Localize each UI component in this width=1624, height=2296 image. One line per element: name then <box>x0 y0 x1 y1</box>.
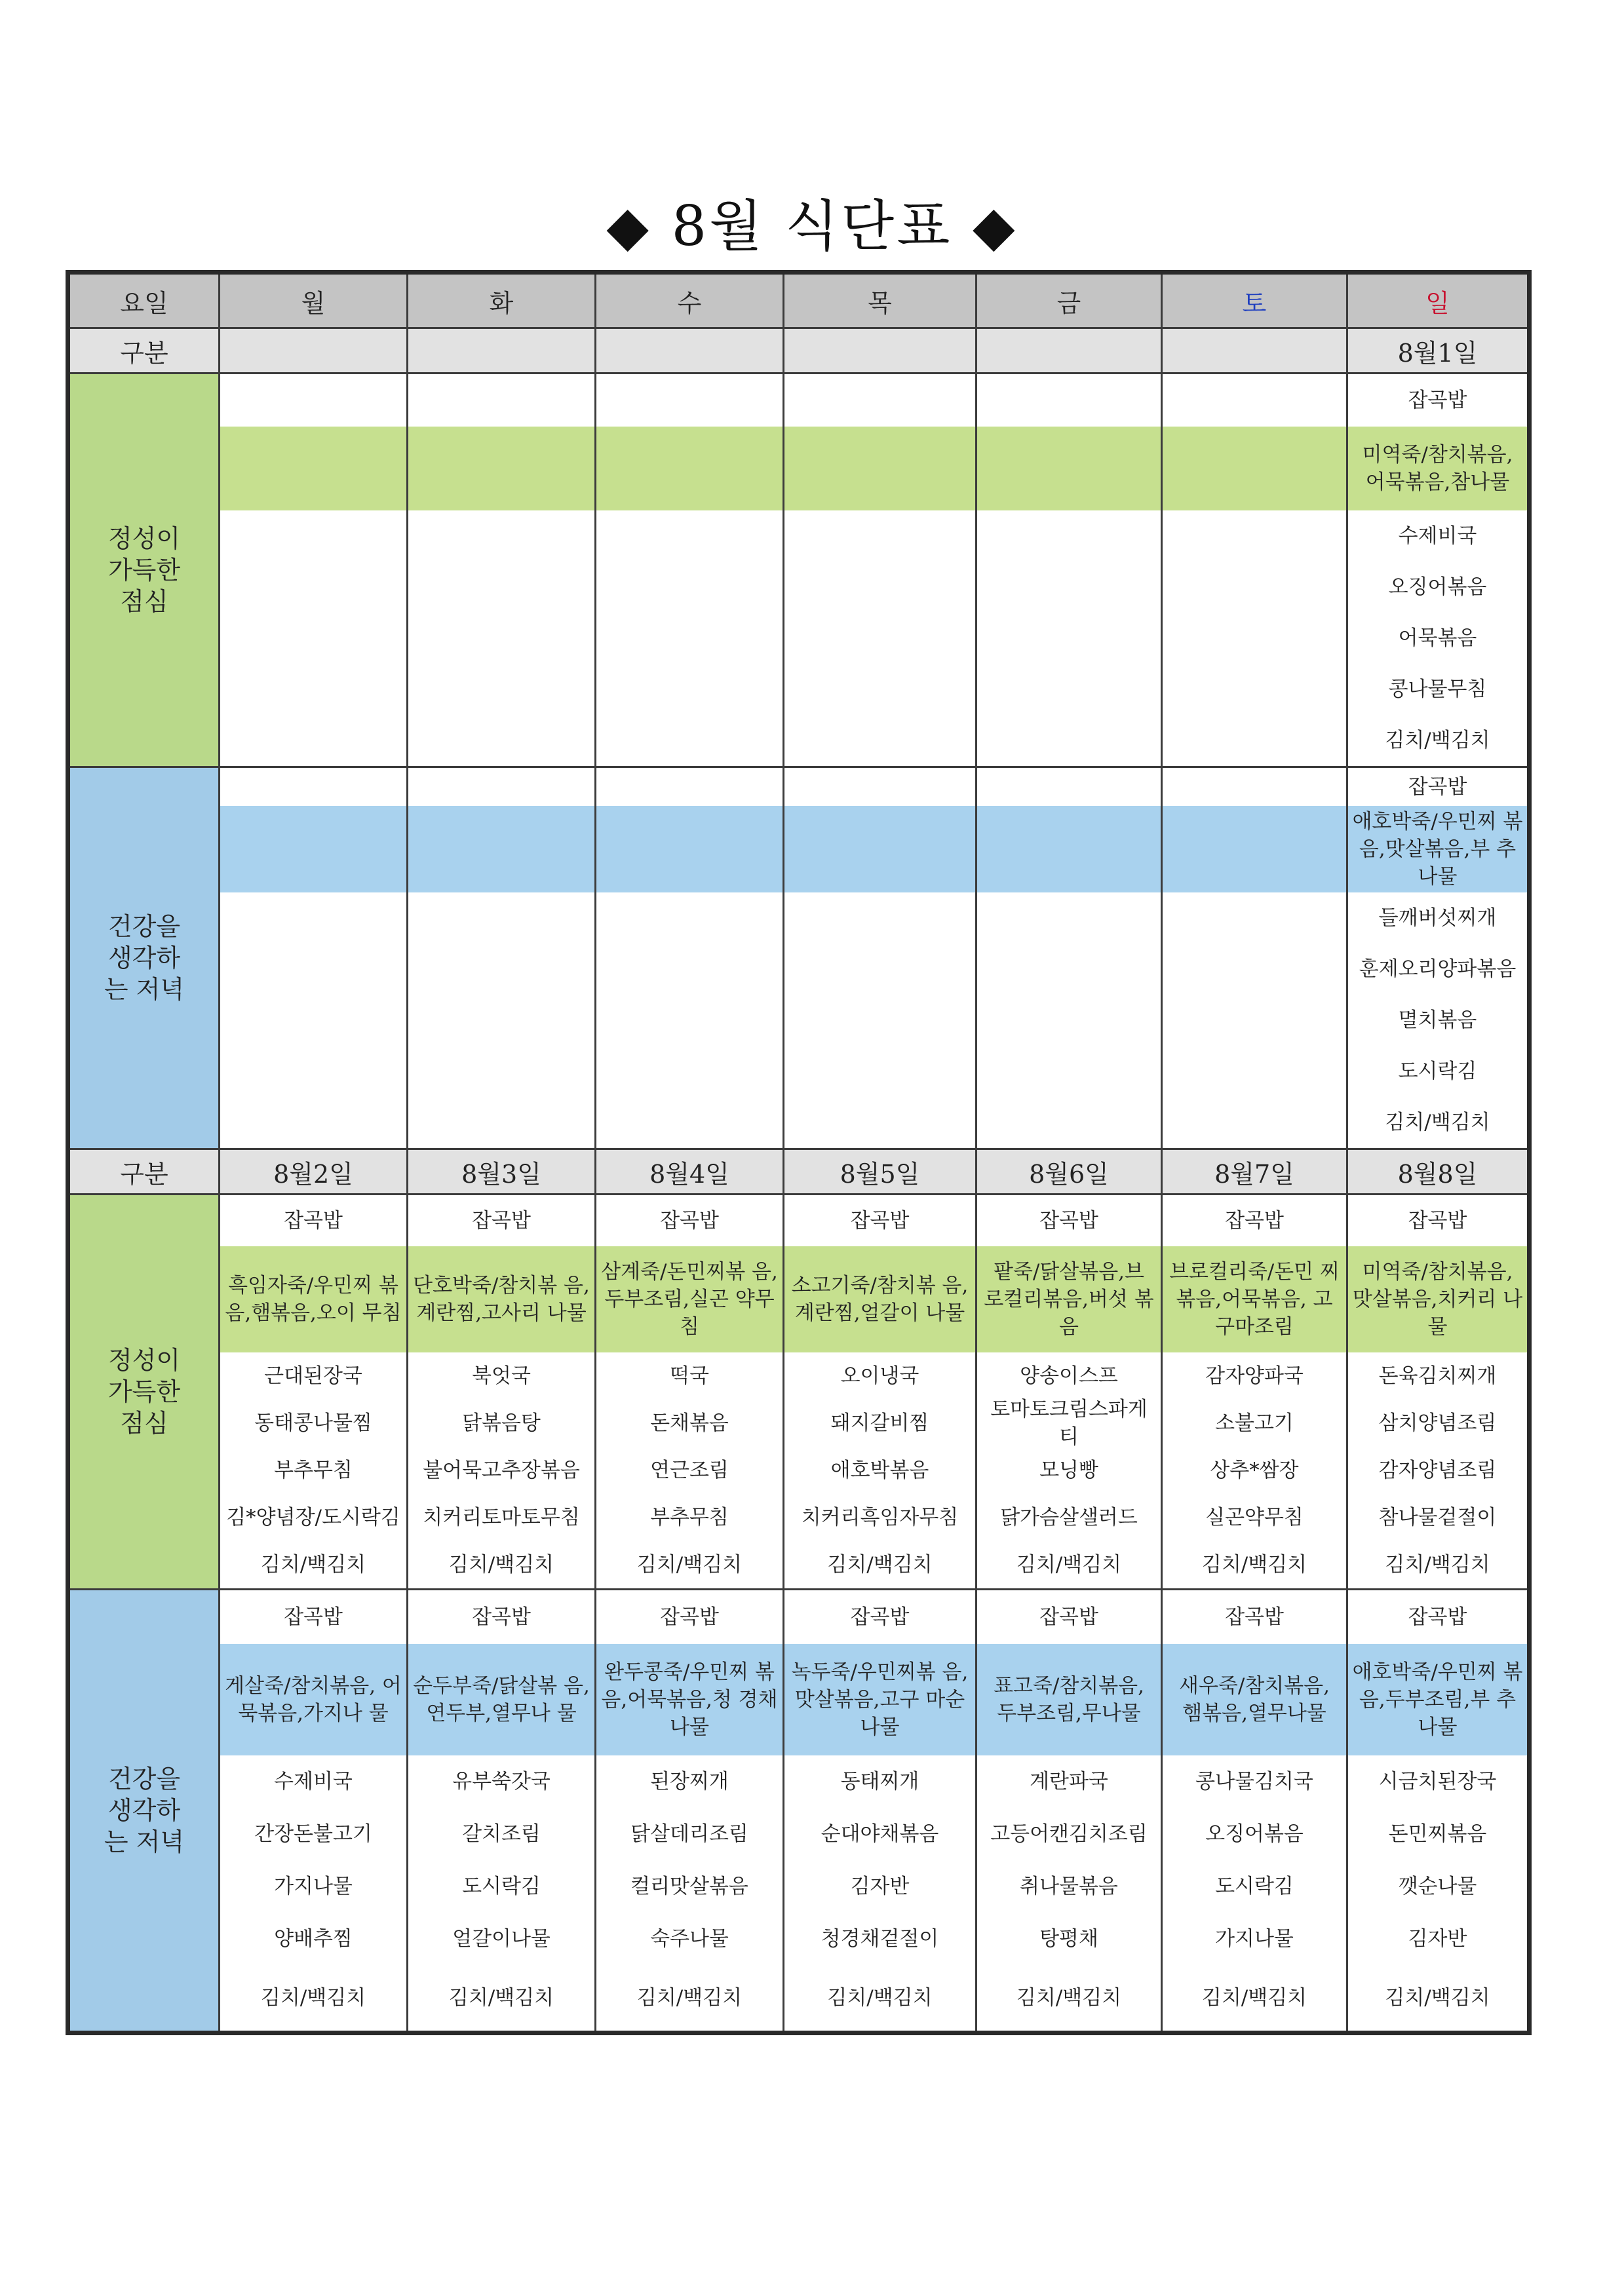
menu-item: 도시락김 <box>1398 1060 1477 1083</box>
menu-item <box>784 664 975 715</box>
menu-item: 가지나물 <box>274 1875 353 1898</box>
porridge-item: 표고죽/참치볶음, 두부조림,무나물 <box>977 1644 1161 1755</box>
menu-item: 토마토크림스파게티 <box>990 1398 1148 1449</box>
menu-item: 잡곡밥 <box>1039 1209 1098 1233</box>
menu-day-cell <box>1347 1590 1530 2033</box>
menu-item: 닭가슴살샐러드 <box>1000 1506 1138 1529</box>
menu-item: 불어묵고추장볶음 <box>423 1459 580 1482</box>
menu-day-cell <box>784 1195 976 1590</box>
menu-item: 콩나물김치국 <box>1195 1770 1313 1793</box>
menu-item: 떡국 <box>670 1364 709 1388</box>
menu-item <box>1163 995 1346 1046</box>
menu-day-cell <box>784 767 976 1149</box>
menu-day-cell <box>1162 767 1347 1149</box>
menu-item: 감자양념조림 <box>1378 1459 1497 1482</box>
menu-list <box>1348 1590 1527 2031</box>
menu-item <box>784 510 975 562</box>
dinner-label: 건강을 생각하는 저녁 <box>68 1590 220 2033</box>
weekday-0: 월 <box>220 273 408 328</box>
menu-item: 김치/백김치 <box>260 1986 366 2010</box>
menu-item: 잡곡밥 <box>284 1209 343 1233</box>
menu-item <box>977 510 1161 562</box>
porridge-item <box>1163 427 1346 510</box>
menu-item: 북엇국 <box>472 1364 531 1388</box>
porridge-item: 미역죽/참치볶음, 맛살볶음,치커리 나물 <box>1348 1246 1527 1352</box>
menu-item: 김*양념장/도시락김 <box>226 1506 400 1529</box>
menu-item: 김치/백김치 <box>448 1553 554 1577</box>
menu-item <box>220 613 406 664</box>
menu-list <box>977 1590 1161 2031</box>
menu-item <box>1163 613 1346 664</box>
menu-item: 숙주나물 <box>650 1927 729 1951</box>
menu-item <box>1163 1046 1346 1097</box>
menu-item: 돼지갈비찜 <box>830 1411 929 1435</box>
menu-item <box>408 613 594 664</box>
menu-day-cell <box>1162 1195 1347 1590</box>
menu-list <box>977 374 1161 766</box>
menu-item: 동태콩나물찜 <box>254 1411 372 1435</box>
menu-list <box>408 1590 594 2031</box>
menu-item <box>408 510 594 562</box>
menu-item <box>784 995 975 1046</box>
menu-item: 돈민찌볶음 <box>1388 1822 1487 1846</box>
menu-day-cell <box>784 373 976 767</box>
menu-item: 고등어캔김치조림 <box>990 1822 1148 1846</box>
porridge-item <box>1163 806 1346 892</box>
menu-list <box>1348 1195 1527 1588</box>
porridge-item <box>596 806 783 892</box>
menu-day-cell <box>976 1590 1162 2033</box>
week2-date-row <box>68 1149 1530 1195</box>
menu-day-cell <box>220 373 408 767</box>
menu-item: 김치/백김치 <box>1385 1986 1490 2010</box>
category-label: 구분 <box>68 1149 220 1195</box>
menu-item: 수제비국 <box>274 1770 353 1793</box>
menu-item <box>784 562 975 613</box>
menu-item: 부추무침 <box>274 1459 353 1482</box>
menu-item: 김치/백김치 <box>1385 729 1490 752</box>
menu-item: 돈채볶음 <box>650 1411 729 1435</box>
menu-item <box>977 995 1161 1046</box>
menu-item <box>784 1046 975 1097</box>
porridge-item: 미역죽/참치볶음, 어묵볶음,참나물 <box>1348 427 1527 510</box>
date-cell: 8월8일 <box>1347 1149 1530 1195</box>
menu-item <box>977 1046 1161 1097</box>
menu-item <box>408 768 594 806</box>
menu-list <box>220 1590 406 2031</box>
menu-item: 어묵볶음 <box>1398 626 1477 650</box>
menu-item: 된장찌개 <box>650 1770 729 1793</box>
menu-item: 잡곡밥 <box>850 1209 910 1233</box>
porridge-item: 단호박죽/참치볶 음,계란찜,고사리 나물 <box>408 1246 594 1352</box>
menu-list <box>408 374 594 766</box>
menu-item: 닭볶음탕 <box>462 1411 541 1435</box>
menu-item: 김치/백김치 <box>1385 1111 1490 1134</box>
menu-day-cell <box>976 767 1162 1149</box>
menu-item <box>1163 374 1346 427</box>
porridge-item: 게살죽/참치볶음, 어묵볶음,가지나 물 <box>220 1644 406 1755</box>
weekday-label: 요일 <box>68 273 220 328</box>
porridge-item: 완두콩죽/우민찌 볶음,어묵볶음,청 경채나물 <box>596 1644 783 1755</box>
menu-item: 근대된장국 <box>264 1364 362 1388</box>
menu-item <box>596 613 783 664</box>
menu-day-cell <box>1162 373 1347 767</box>
menu-item <box>220 374 406 427</box>
porridge-item <box>596 427 783 510</box>
menu-item: 들깨버섯찌개 <box>1378 906 1497 930</box>
menu-item <box>220 1097 406 1148</box>
menu-item: 잡곡밥 <box>660 1209 719 1233</box>
menu-item: 훈제오리양파볶음 <box>1359 957 1517 981</box>
lunch-label: 정성이 가득한 점심 <box>68 373 220 767</box>
menu-item <box>977 664 1161 715</box>
menu-day-cell <box>220 767 408 1149</box>
menu-item: 잡곡밥 <box>1408 389 1467 412</box>
category-label: 구분 <box>68 328 220 373</box>
menu-day-cell <box>1347 373 1530 767</box>
menu-item <box>596 995 783 1046</box>
menu-day-cell <box>220 1590 408 2033</box>
menu-item <box>408 1046 594 1097</box>
menu-item <box>408 892 594 944</box>
porridge-item: 녹두죽/우민찌볶 음,맛살볶음,고구 마순나물 <box>784 1644 975 1755</box>
menu-item <box>596 374 783 427</box>
menu-item: 도시락김 <box>1215 1875 1294 1898</box>
menu-list <box>596 768 783 1148</box>
menu-item <box>977 1097 1161 1148</box>
menu-item: 애호박볶음 <box>830 1459 929 1482</box>
porridge-item: 삼계죽/돈민찌볶 음,두부조림,실곤 약무침 <box>596 1246 783 1352</box>
menu-item <box>977 715 1161 766</box>
date-cell <box>784 328 976 373</box>
menu-list <box>1163 374 1346 766</box>
menu-day-cell <box>408 373 596 767</box>
date-cell: 8월3일 <box>408 1149 596 1195</box>
menu-item: 동태찌개 <box>840 1770 919 1793</box>
menu-item: 감자양파국 <box>1205 1364 1304 1388</box>
menu-item <box>220 768 406 806</box>
menu-item: 탕평채 <box>1039 1927 1098 1951</box>
menu-item <box>596 664 783 715</box>
menu-item: 치커리흑임자무침 <box>801 1506 959 1529</box>
menu-item: 김치/백김치 <box>260 1553 366 1577</box>
menu-item: 김치/백김치 <box>636 1553 743 1577</box>
menu-list <box>977 768 1161 1148</box>
week1-date-row <box>68 328 1530 373</box>
day-header-row <box>68 273 1530 328</box>
porridge-item: 팥죽/닭살볶음,브 로컬리볶음,버섯 볶음 <box>977 1246 1161 1352</box>
menu-item: 수제비국 <box>1398 524 1477 548</box>
menu-list <box>1163 1590 1346 2031</box>
porridge-item: 흑임자죽/우민찌 볶음,햄볶음,오이 무침 <box>220 1246 406 1352</box>
porridge-item: 소고기죽/참치볶 음,계란찜,얼갈이 나물 <box>784 1246 975 1352</box>
menu-item: 갈치조림 <box>462 1822 541 1846</box>
menu-item: 상추*쌈장 <box>1210 1459 1299 1482</box>
week2-dinner-row <box>68 1590 1530 2033</box>
menu-item <box>1163 510 1346 562</box>
menu-item: 멸치볶음 <box>1398 1008 1477 1032</box>
weekday-2: 수 <box>596 273 784 328</box>
date-cell <box>596 328 784 373</box>
porridge-item: 애호박죽/우민찌 볶음,맛살볶음,부 추나물 <box>1348 806 1527 892</box>
menu-item: 소불고기 <box>1215 1411 1294 1435</box>
menu-list <box>408 768 594 1148</box>
week1-lunch-row <box>68 373 1530 767</box>
menu-item <box>784 768 975 806</box>
menu-item: 잡곡밥 <box>284 1605 343 1629</box>
menu-day-cell <box>596 1590 784 2033</box>
porridge-item <box>408 427 594 510</box>
weekday-5: 토 <box>1162 273 1347 328</box>
menu-item: 잡곡밥 <box>1225 1605 1284 1629</box>
menu-list <box>408 1195 594 1588</box>
menu-list <box>784 768 975 1148</box>
menu-item: 얼갈이나물 <box>452 1927 551 1951</box>
menu-list <box>784 1195 975 1588</box>
menu-item <box>1163 664 1346 715</box>
menu-item: 시금치된장국 <box>1378 1770 1497 1793</box>
menu-item <box>596 892 783 944</box>
menu-item <box>784 892 975 944</box>
porridge-item <box>220 806 406 892</box>
menu-item: 깻순나물 <box>1398 1875 1477 1898</box>
date-cell <box>1162 328 1347 373</box>
porridge-item <box>977 806 1161 892</box>
menu-item: 김치/백김치 <box>827 1986 933 2010</box>
menu-item <box>408 1097 594 1148</box>
page-title: ◆ 8월 식단표 ◆ <box>606 194 1018 258</box>
menu-item: 양송이스프 <box>1020 1364 1118 1388</box>
menu-list <box>1163 768 1346 1148</box>
menu-day-cell <box>596 1195 784 1590</box>
week2-lunch-row <box>68 1195 1530 1590</box>
menu-list <box>220 374 406 766</box>
menu-item: 콩나물무침 <box>1388 678 1487 701</box>
date-cell <box>408 328 596 373</box>
menu-day-cell <box>1347 1195 1530 1590</box>
menu-item: 간장돈불고기 <box>254 1822 372 1846</box>
menu-list <box>1348 374 1527 766</box>
menu-item: 김치/백김치 <box>1016 1986 1122 2010</box>
menu-item <box>596 562 783 613</box>
lunch-label: 정성이 가득한 점심 <box>68 1195 220 1590</box>
menu-item: 오이냉국 <box>840 1364 919 1388</box>
menu-item: 삼치양념조림 <box>1378 1411 1497 1435</box>
menu-item: 부추무침 <box>650 1506 729 1529</box>
menu-item <box>1163 715 1346 766</box>
dinner-label: 건강을 생각하는 저녁 <box>68 767 220 1149</box>
menu-item <box>408 715 594 766</box>
menu-item <box>1163 892 1346 944</box>
menu-list <box>1163 1195 1346 1588</box>
date-cell <box>976 328 1162 373</box>
menu-item <box>596 768 783 806</box>
menu-item: 오징어볶음 <box>1388 575 1487 599</box>
porridge-item: 애호박죽/우민찌 볶음,두부조림,부 추나물 <box>1348 1644 1527 1755</box>
menu-day-cell <box>1162 1590 1347 2033</box>
menu-item: 양배추찜 <box>274 1927 353 1951</box>
menu-item <box>220 1046 406 1097</box>
menu-item: 김치/백김치 <box>827 1553 933 1577</box>
menu-item: 잡곡밥 <box>660 1605 719 1629</box>
menu-item <box>596 1046 783 1097</box>
menu-item: 잡곡밥 <box>1408 775 1467 799</box>
porridge-item <box>977 427 1161 510</box>
menu-item <box>220 664 406 715</box>
menu-item <box>977 374 1161 427</box>
menu-item: 김치/백김치 <box>1201 1553 1307 1577</box>
menu-item: 청경채겉절이 <box>821 1927 939 1951</box>
porridge-item: 브로컬리죽/돈민 찌볶음,어묵볶음, 고구마조림 <box>1163 1246 1346 1352</box>
menu-item <box>220 892 406 944</box>
menu-list <box>1348 768 1527 1148</box>
menu-item: 김치/백김치 <box>1201 1986 1307 2010</box>
menu-item <box>596 944 783 995</box>
porridge-item <box>220 427 406 510</box>
menu-item <box>977 944 1161 995</box>
menu-item <box>408 664 594 715</box>
menu-item: 도시락김 <box>462 1875 541 1898</box>
menu-item: 실곤약무침 <box>1205 1506 1304 1529</box>
menu-item <box>977 892 1161 944</box>
weekday-1: 화 <box>408 273 596 328</box>
menu-day-cell <box>596 767 784 1149</box>
menu-item: 계란파국 <box>1030 1770 1108 1793</box>
menu-list <box>596 1195 783 1588</box>
menu-item: 잡곡밥 <box>1225 1209 1284 1233</box>
date-cell: 8월1일 <box>1347 328 1530 373</box>
menu-item <box>977 613 1161 664</box>
menu-item: 연근조림 <box>650 1459 729 1482</box>
porridge-item: 새우죽/참치볶음, 햄볶음,열무나물 <box>1163 1644 1346 1755</box>
menu-item: 잡곡밥 <box>1408 1209 1467 1233</box>
menu-item <box>220 510 406 562</box>
menu-item <box>408 944 594 995</box>
menu-item: 잡곡밥 <box>472 1209 531 1233</box>
porridge-item <box>784 427 975 510</box>
menu-item: 닭살데리조림 <box>630 1822 748 1846</box>
menu-item <box>220 944 406 995</box>
menu-item <box>408 374 594 427</box>
menu-item: 모닝빵 <box>1039 1459 1098 1482</box>
menu-item <box>596 510 783 562</box>
date-cell: 8월7일 <box>1162 1149 1347 1195</box>
date-cell: 8월2일 <box>220 1149 408 1195</box>
porridge-item: 순두부죽/닭살볶 음,연두부,열무나 물 <box>408 1644 594 1755</box>
menu-list <box>784 1590 975 2031</box>
menu-item <box>977 562 1161 613</box>
menu-item: 취나물볶음 <box>1020 1875 1118 1898</box>
menu-item: 김자반 <box>1408 1927 1467 1951</box>
menu-item: 유부쑥갓국 <box>452 1770 551 1793</box>
menu-item <box>220 562 406 613</box>
menu-item: 김치/백김치 <box>1016 1553 1122 1577</box>
menu-item <box>408 995 594 1046</box>
date-cell: 8월4일 <box>596 1149 784 1195</box>
menu-item <box>977 768 1161 806</box>
menu-item <box>784 613 975 664</box>
menu-list <box>220 1195 406 1588</box>
menu-item <box>1163 1097 1346 1148</box>
date-cell: 8월6일 <box>976 1149 1162 1195</box>
menu-item: 가지나물 <box>1215 1927 1294 1951</box>
menu-item: 치커리토마토무침 <box>423 1506 580 1529</box>
menu-day-cell <box>784 1590 976 2033</box>
menu-day-cell <box>220 1195 408 1590</box>
menu-item: 김치/백김치 <box>1385 1553 1490 1577</box>
menu-list <box>596 374 783 766</box>
menu-item: 순대야채볶음 <box>821 1822 939 1846</box>
menu-item: 잡곡밥 <box>850 1605 910 1629</box>
menu-day-cell <box>976 373 1162 767</box>
menu-list <box>784 374 975 766</box>
menu-item: 김자반 <box>850 1875 910 1898</box>
menu-day-cell <box>408 1590 596 2033</box>
menu-item <box>784 715 975 766</box>
menu-day-cell <box>408 767 596 1149</box>
menu-item <box>1163 944 1346 995</box>
date-cell <box>220 328 408 373</box>
menu-item <box>596 1097 783 1148</box>
menu-list <box>220 768 406 1148</box>
menu-day-cell <box>1347 767 1530 1149</box>
menu-item <box>784 374 975 427</box>
menu-item: 컬리맛살볶음 <box>630 1875 748 1898</box>
menu-list <box>596 1590 783 2031</box>
menu-table <box>66 270 1532 2035</box>
menu-day-cell <box>976 1195 1162 1590</box>
porridge-item <box>784 806 975 892</box>
menu-item: 잡곡밥 <box>1408 1605 1467 1629</box>
weekday-3: 목 <box>784 273 976 328</box>
menu-item: 잡곡밥 <box>1039 1605 1098 1629</box>
porridge-item <box>408 806 594 892</box>
menu-item: 돈육김치찌개 <box>1378 1364 1497 1388</box>
menu-item <box>408 562 594 613</box>
menu-item <box>596 715 783 766</box>
menu-item <box>220 715 406 766</box>
menu-item <box>1163 768 1346 806</box>
date-cell: 8월5일 <box>784 1149 976 1195</box>
menu-item <box>220 995 406 1046</box>
menu-item <box>1163 562 1346 613</box>
menu-item <box>784 944 975 995</box>
menu-item <box>784 1097 975 1148</box>
menu-list <box>977 1195 1161 1588</box>
menu-item: 오징어볶음 <box>1205 1822 1304 1846</box>
menu-item: 김치/백김치 <box>448 1986 554 2010</box>
menu-day-cell <box>408 1195 596 1590</box>
menu-item: 잡곡밥 <box>472 1605 531 1629</box>
menu-day-cell <box>596 373 784 767</box>
menu-item: 참나물겉절이 <box>1378 1506 1497 1529</box>
week1-dinner-row <box>68 767 1530 1149</box>
weekday-4: 금 <box>976 273 1162 328</box>
menu-item: 김치/백김치 <box>636 1986 743 2010</box>
weekday-6: 일 <box>1347 273 1530 328</box>
